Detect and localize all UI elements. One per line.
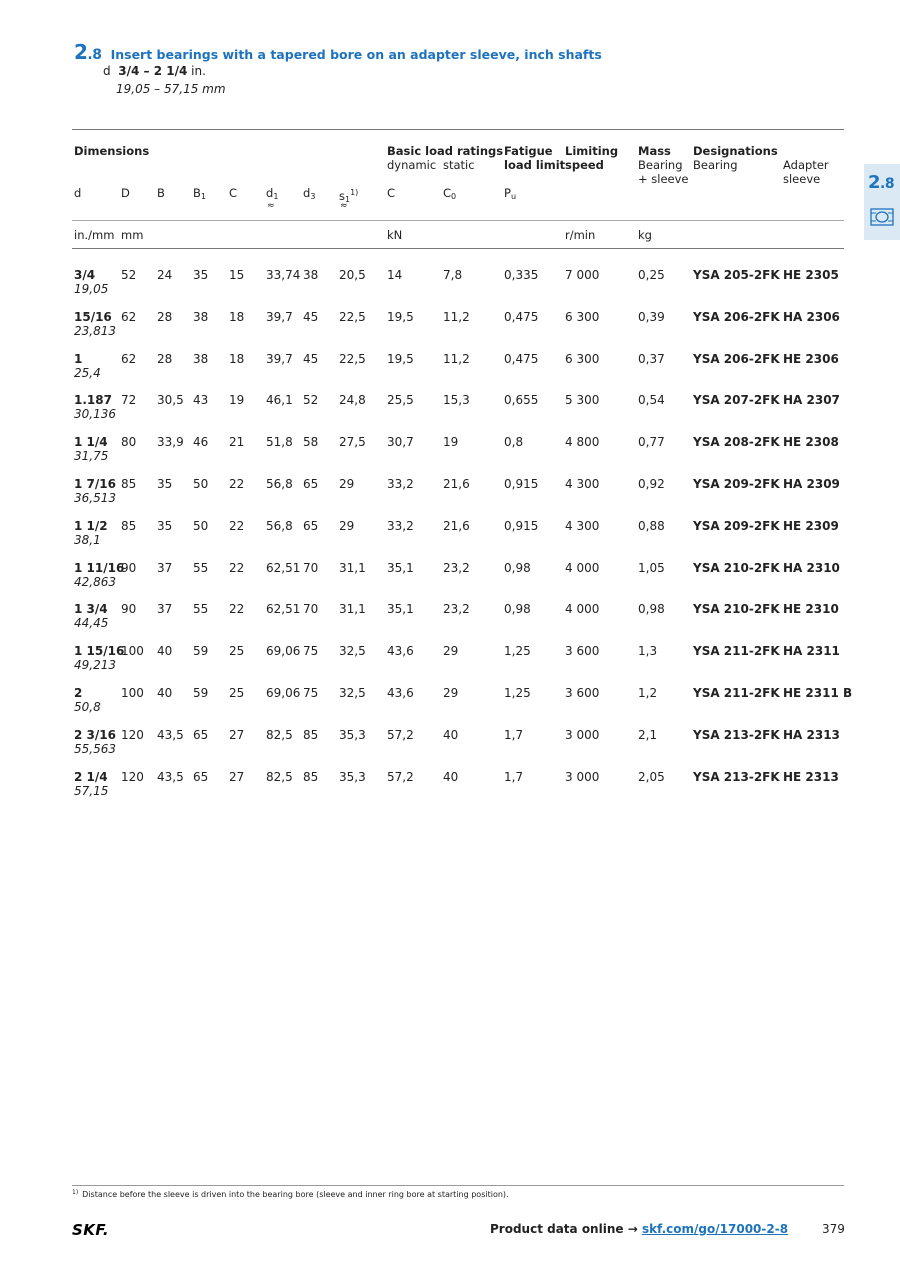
cell-b1: 55 [193, 560, 209, 575]
cell-sleeve: HE 2313 [783, 769, 839, 784]
header-divider [72, 220, 844, 221]
cell-d-inch: 2 [74, 686, 83, 700]
table-row [0, 435, 900, 477]
cell-d3: 52 [303, 393, 319, 408]
cell-pu: 1,7 [504, 769, 524, 784]
cell-sleeve: HE 2305 [783, 268, 839, 282]
cell-d-inch: 1 1/2 [74, 518, 108, 533]
header-basic-load-ratings: Basic load ratings [387, 144, 504, 158]
cell-cdyn: 35,1 [387, 602, 414, 617]
table-row [0, 310, 900, 352]
cell-cdyn: 33,2 [387, 518, 414, 533]
skf-logo: SKF. [72, 1221, 110, 1239]
cell-cdyn: 19,5 [387, 351, 414, 366]
cell-d3: 45 [303, 351, 319, 366]
cell-sleeve: HA 2310 [783, 560, 840, 575]
cell-d-mm: 19,05 [74, 282, 109, 296]
footnote-rule [72, 1185, 844, 1186]
cell-d-mm: 57,15 [74, 783, 109, 798]
product-data-online: Product data online → skf.com/go/17000-2-8 [490, 1222, 789, 1236]
cell-sleeve: HA 2306 [783, 309, 840, 324]
section-title [74, 40, 602, 64]
cell-d-mm: 42,863 [74, 574, 116, 589]
cell-d-inch: 1 15/16 [74, 644, 125, 659]
cell-d: 52 [121, 268, 137, 282]
cell-d3: 85 [303, 727, 319, 742]
cell-bearing: YSA 209-2FK [693, 518, 780, 533]
cell-d-mm: 49,213 [74, 658, 116, 673]
cell-bearing: YSA 211-2FK [693, 644, 780, 659]
header-limiting-speed: Limiting speed [565, 144, 619, 172]
cell-d1: 62,51 [266, 560, 301, 575]
table-row [0, 728, 900, 770]
cell-c: 27 [229, 727, 245, 742]
cell-pu: 0,335 [504, 268, 539, 282]
cell-cdyn: 57,2 [387, 769, 414, 784]
cell-b: 43,5 [157, 727, 184, 742]
cell-d3: 65 [303, 518, 319, 533]
header-C0: $C_0$ [443, 186, 457, 201]
cell-d-mm: 55,563 [74, 741, 116, 756]
cell-bearing: YSA 206-2FK [693, 309, 780, 324]
cell-speed: 6 300 [565, 309, 600, 324]
cell-d-inch: 2 1/4 [74, 769, 108, 784]
cell-mass: 2,1 [638, 727, 658, 742]
cell-s1: 35,3 [339, 727, 366, 742]
cell-c: 18 [229, 351, 245, 366]
cell-speed: 4 800 [565, 435, 600, 450]
cell-pu: 0,8 [504, 435, 524, 450]
cell-d: 90 [121, 602, 137, 617]
cell-d: 100 [121, 644, 144, 659]
cell-speed: 4 000 [565, 602, 600, 617]
cell-c0: 40 [443, 727, 459, 742]
cell-bearing: YSA 213-2FK [693, 769, 780, 784]
cell-d-mm: 44,45 [74, 616, 109, 631]
table-row [0, 770, 900, 812]
cell-d: 120 [121, 727, 144, 742]
cell-d-mm: 30,136 [74, 407, 116, 422]
cell-speed: 3 000 [565, 769, 600, 784]
header-dimensions: Dimensions [74, 144, 150, 158]
cell-b1: 38 [193, 309, 209, 324]
cell-d-inch: 1 7/16 [74, 477, 116, 491]
cell-d1: 82,5 [266, 769, 293, 784]
cell-c0: 29 [443, 644, 459, 659]
cell-sleeve: HE 2311 B [783, 686, 853, 700]
cell-mass: 2,05 [638, 769, 665, 784]
header-s1-approx: ≈ [340, 201, 348, 211]
cell-d1: 46,1 [266, 393, 293, 408]
cell-d1: 39,7 [266, 309, 293, 324]
unit-speed: r/min [565, 228, 596, 242]
table-row [0, 393, 900, 435]
cell-pu: 1,25 [504, 686, 531, 700]
cell-bearing: YSA 209-2FK [693, 477, 780, 491]
cell-d-inch: 1 [74, 351, 83, 366]
cell-c: 18 [229, 309, 245, 324]
cell-sleeve: HE 2309 [783, 518, 839, 533]
cell-d1: 56,8 [266, 518, 293, 533]
header-static: static [443, 158, 475, 172]
cell-d-mm: 50,8 [74, 700, 101, 714]
cell-d3: 65 [303, 477, 319, 491]
subtitle-range: d 3/4 – 2 1/4 in. [103, 64, 206, 78]
cell-d3: 45 [303, 309, 319, 324]
cell-d: 100 [121, 686, 144, 700]
cell-pu: 0,655 [504, 393, 539, 408]
header-s1: $s_1^{1)}$ [339, 188, 359, 204]
cell-cdyn: 14 [387, 268, 403, 282]
cell-cdyn: 25,5 [387, 393, 414, 408]
cell-c0: 11,2 [443, 309, 470, 324]
header-Pu: $P_u$ [504, 186, 517, 201]
cell-d-inch: 1 11/16 [74, 560, 125, 575]
cell-sleeve: HA 2313 [783, 727, 840, 742]
cell-b: 30,5 [157, 393, 184, 408]
cell-c: 22 [229, 602, 245, 617]
cell-d-inch: 1 3/4 [74, 602, 108, 617]
unit-load: kN [387, 228, 403, 242]
cell-c: 22 [229, 518, 245, 533]
cell-b1: 46 [193, 435, 209, 450]
cell-s1: 32,5 [339, 644, 366, 659]
cell-mass: 1,2 [638, 686, 658, 700]
cell-speed: 4 000 [565, 560, 600, 575]
cell-bearing: YSA 206-2FK [693, 351, 780, 366]
cell-c: 25 [229, 686, 245, 700]
cell-mass: 0,39 [638, 309, 665, 324]
cell-bearing: YSA 211-2FK [693, 686, 780, 700]
cell-speed: 4 300 [565, 518, 600, 533]
header-B1: $B_1$ [193, 186, 206, 201]
cell-d: 90 [121, 560, 137, 575]
cell-cdyn: 19,5 [387, 309, 414, 324]
cell-cdyn: 33,2 [387, 477, 414, 491]
product-data-link[interactable]: skf.com/go/17000-2-8 [641, 1222, 789, 1236]
unit-dims: mm [121, 228, 144, 242]
cell-d1: 82,5 [266, 727, 293, 742]
cell-c0: 29 [443, 686, 459, 700]
cell-s1: 24,8 [339, 393, 366, 408]
cell-c0: 11,2 [443, 351, 470, 366]
cell-b: 24 [157, 268, 173, 282]
cell-s1: 27,5 [339, 435, 366, 450]
cell-cdyn: 35,1 [387, 560, 414, 575]
cell-b1: 65 [193, 769, 209, 784]
cell-d-mm: 25,4 [74, 365, 101, 380]
cell-d1: 51,8 [266, 435, 293, 450]
cell-d: 120 [121, 769, 144, 784]
cell-b1: 59 [193, 686, 209, 700]
table-row [0, 602, 900, 644]
cell-c: 19 [229, 393, 245, 408]
cell-d-inch: 15/16 [74, 309, 112, 324]
cell-c0: 7,8 [443, 268, 463, 282]
header-dynamic: dynamic [387, 158, 437, 172]
side-tab-number: 2.8 [868, 172, 895, 193]
cell-s1: 29 [339, 477, 355, 491]
cell-cdyn: 57,2 [387, 727, 414, 742]
cell-mass: 0,88 [638, 518, 665, 533]
cell-b1: 35 [193, 268, 209, 282]
table-top-rule [72, 129, 844, 130]
cell-c0: 23,2 [443, 602, 470, 617]
cell-c: 21 [229, 435, 245, 450]
cell-d1: 39,7 [266, 351, 293, 366]
header-adapter-sleeve: Adapter sleeve [783, 158, 829, 186]
cell-b: 37 [157, 602, 173, 617]
cell-b: 35 [157, 477, 173, 491]
cell-s1: 35,3 [339, 769, 366, 784]
cell-b: 35 [157, 518, 173, 533]
cell-pu: 0,98 [504, 560, 531, 575]
cell-sleeve: HA 2311 [783, 644, 840, 659]
cell-s1: 32,5 [339, 686, 366, 700]
units-rule [72, 248, 844, 249]
table-row [0, 268, 900, 310]
cell-d1: 56,8 [266, 477, 293, 491]
table-row [0, 686, 900, 728]
table-row [0, 477, 900, 519]
unit-mass: kg [638, 228, 652, 242]
cell-d1: 33,74 [266, 268, 301, 282]
cell-speed: 7 000 [565, 268, 600, 282]
header-designations: Designations Bearing [693, 144, 778, 172]
cell-bearing: YSA 213-2FK [693, 727, 780, 742]
cell-d: 62 [121, 309, 137, 324]
cell-d3: 70 [303, 602, 319, 617]
cell-b1: 65 [193, 727, 209, 742]
cell-speed: 6 300 [565, 351, 600, 366]
header-d1: $d_1$ [266, 186, 279, 201]
cell-b: 37 [157, 560, 173, 575]
table-row [0, 561, 900, 603]
cell-d: 85 [121, 518, 137, 533]
header-C-dynamic: C [387, 186, 396, 200]
table-row [0, 644, 900, 686]
cell-b1: 59 [193, 644, 209, 659]
subtitle-mm-range: 19,05 – 57,15 mm [116, 82, 226, 96]
header-d1-approx: ≈ [267, 201, 275, 211]
cell-bearing: YSA 210-2FK [693, 560, 780, 575]
cell-cdyn: 43,6 [387, 644, 414, 659]
page-title: Insert bearings with a tapered bore on an adapter sleeve, inch shafts [110, 47, 602, 62]
cell-b: 28 [157, 309, 173, 324]
header-D: D [121, 186, 130, 200]
cell-mass: 0,54 [638, 393, 665, 408]
cell-d3: 75 [303, 686, 319, 700]
cell-d: 72 [121, 393, 137, 408]
cell-speed: 3 000 [565, 727, 600, 742]
table-row [0, 519, 900, 561]
cell-pu: 0,915 [504, 518, 539, 533]
cell-speed: 4 300 [565, 477, 600, 491]
cell-sleeve: HA 2309 [783, 477, 840, 491]
cell-sleeve: HE 2308 [783, 435, 839, 450]
cell-speed: 3 600 [565, 686, 600, 700]
header-d: d [74, 186, 82, 200]
cell-d: 80 [121, 435, 137, 450]
cell-d-mm: 23,813 [74, 323, 116, 338]
cell-c0: 23,2 [443, 560, 470, 575]
cell-c: 27 [229, 769, 245, 784]
cell-d3: 58 [303, 435, 319, 450]
cell-s1: 22,5 [339, 351, 366, 366]
cell-b1: 50 [193, 518, 209, 533]
cell-speed: 5 300 [565, 393, 600, 408]
header-C: C [229, 186, 238, 200]
cell-c0: 40 [443, 769, 459, 784]
cell-mass: 0,25 [638, 268, 665, 282]
cell-pu: 0,98 [504, 602, 531, 617]
cell-pu: 0,475 [504, 351, 539, 366]
cell-bearing: YSA 205-2FK [693, 268, 780, 282]
cell-pu: 1,25 [504, 644, 531, 659]
cell-c: 25 [229, 644, 245, 659]
cell-d3: 85 [303, 769, 319, 784]
cell-pu: 0,475 [504, 309, 539, 324]
cell-d1: 62,51 [266, 602, 301, 617]
cell-d-inch: 1.187 [74, 393, 112, 408]
cell-b: 28 [157, 351, 173, 366]
cell-sleeve: HE 2306 [783, 351, 839, 366]
cell-bearing: YSA 210-2FK [693, 602, 780, 617]
section-number: 2.8 [74, 40, 102, 64]
cell-d-mm: 36,513 [74, 491, 116, 505]
cell-d-mm: 31,75 [74, 449, 109, 464]
cell-d3: 38 [303, 268, 319, 282]
cell-mass: 0,98 [638, 602, 665, 617]
cell-d: 85 [121, 477, 137, 491]
cell-d-mm: 38,1 [74, 532, 101, 547]
cell-d-inch: 1 1/4 [74, 435, 108, 450]
page-number: 379 [822, 1222, 845, 1236]
cell-pu: 1,7 [504, 727, 524, 742]
cell-mass: 0,77 [638, 435, 665, 450]
cell-speed: 3 600 [565, 644, 600, 659]
cell-cdyn: 43,6 [387, 686, 414, 700]
header-fatigue: Fatigue load limit [504, 144, 566, 172]
cell-mass: 1,3 [638, 644, 658, 659]
cell-s1: 31,1 [339, 560, 366, 575]
header-B: B [157, 186, 165, 200]
table-row [0, 352, 900, 394]
cell-d3: 70 [303, 560, 319, 575]
cell-sleeve: HE 2310 [783, 602, 839, 617]
cell-b1: 55 [193, 602, 209, 617]
cell-c: 22 [229, 477, 245, 491]
cell-sleeve: HA 2307 [783, 393, 840, 408]
cell-c0: 21,6 [443, 518, 470, 533]
cell-cdyn: 30,7 [387, 435, 414, 450]
cell-b: 40 [157, 686, 173, 700]
header-mass: Mass Bearing + sleeve [638, 144, 689, 186]
cell-d: 62 [121, 351, 137, 366]
cell-b1: 38 [193, 351, 209, 366]
header-d3: $d_3$ [303, 186, 316, 201]
cell-c0: 19 [443, 435, 459, 450]
cell-b1: 43 [193, 393, 209, 408]
cell-mass: 0,92 [638, 477, 665, 491]
cell-c0: 21,6 [443, 477, 470, 491]
cell-b: 43,5 [157, 769, 184, 784]
cell-b1: 50 [193, 477, 209, 491]
cell-s1: 22,5 [339, 309, 366, 324]
cell-s1: 20,5 [339, 268, 366, 282]
cell-b: 40 [157, 644, 173, 659]
footnote: $^{1)}$ Distance before the sleeve is driven into the bearing bore (sleeve and inner ring bore at starting position). [72, 1189, 509, 1199]
section-side-tab[interactable] [864, 164, 900, 240]
cell-d-inch: 3/4 [74, 268, 96, 282]
cell-c: 15 [229, 268, 245, 282]
cell-c: 22 [229, 560, 245, 575]
unit-d: in./mm [74, 228, 115, 242]
cell-bearing: YSA 207-2FK [693, 393, 780, 408]
cell-s1: 31,1 [339, 602, 366, 617]
cell-d1: 69,06 [266, 686, 301, 700]
cell-c0: 15,3 [443, 393, 470, 408]
cell-b: 33,9 [157, 435, 184, 450]
cell-d-inch: 2 3/16 [74, 727, 116, 742]
cell-mass: 0,37 [638, 351, 665, 366]
cell-pu: 0,915 [504, 477, 539, 491]
cell-d1: 69,06 [266, 644, 301, 659]
cell-bearing: YSA 208-2FK [693, 435, 780, 450]
cell-s1: 29 [339, 518, 355, 533]
bearing-icon [870, 208, 894, 226]
cell-mass: 1,05 [638, 560, 665, 575]
cell-d3: 75 [303, 644, 319, 659]
